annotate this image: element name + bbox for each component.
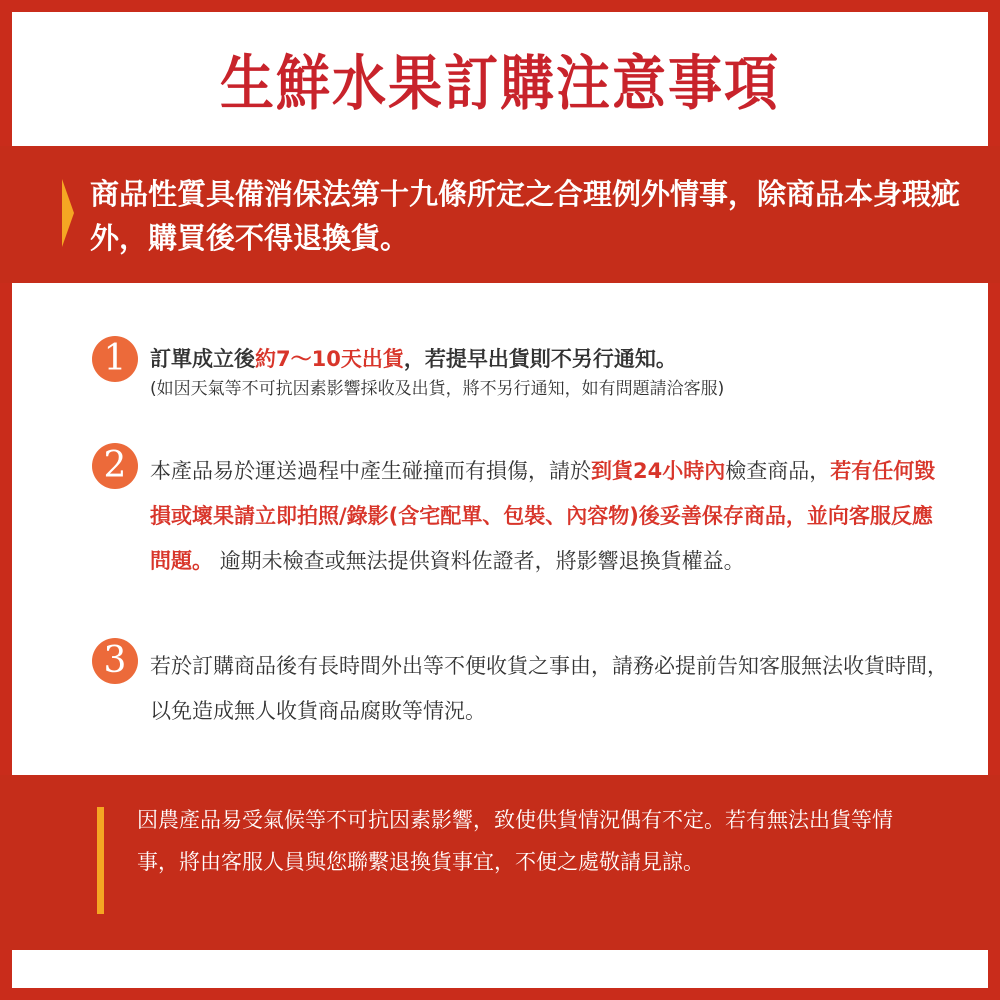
notice-item-2-text: 本產品易於運送過程中產生碰撞而有損傷，請於到貨24小時內檢查商品，若有任何毀損或壞果請立即拍照/錄影(含宅配單、包裝、內容物)後妥善保存商品，並向客服反應問題。 逾期未檢查或無法提供資料佐證者，將影響退換貨權益。: [150, 459, 936, 573]
return-policy-text: 商品性質具備消保法第十九條所定之合理例外情事，除商品本身瑕疵外，購買後不得退換貨。: [90, 177, 961, 255]
bottom-spacer: [12, 950, 988, 988]
triangle-marker-icon: [62, 179, 74, 247]
notice-item-3-text: 若於訂購商品後有長時間外出等不便收貨之事由，請務必提前告知客服無法收貨時間，以免造成無人收貨商品腐敗等情況。: [150, 654, 948, 723]
notice-item-1-note: (如因天氣等不可抗因素影響採收及出貨，將不另行通知，如有問題請洽客服): [150, 379, 725, 399]
number-2-icon: 2: [92, 443, 138, 489]
return-policy-banner: [0, 146, 1000, 283]
damage-report-highlight: 若有任何毀損或壞果請立即拍照/錄影(含宅配單、包裝、內容物)後妥善保存商品，並向客服反應問題。: [150, 459, 936, 573]
page-title: 生鮮水果訂購注意事項: [220, 47, 780, 119]
notice-list: [12, 283, 988, 775]
number-1-icon: 1: [92, 336, 138, 382]
supply-notice-banner: [0, 775, 1000, 950]
number-3-icon: 3: [92, 638, 138, 684]
supply-notice-text: 因農產品易受氣候等不可抗因素影響，致使供貨情況偶有不定。若有無法出貨等情事，將由客服人員與您聯繫退換貨事宜，不便之處敬請見諒。: [137, 808, 893, 874]
title-panel: [12, 12, 988, 146]
shipping-time-highlight: 約7～10天出貨: [255, 347, 404, 371]
accent-bar-icon: [97, 807, 104, 914]
notice-item-1-main: 訂單成立後約7～10天出貨，若提早出貨則不另行通知。: [150, 347, 677, 371]
inspection-window-highlight: 到貨24小時內: [591, 459, 726, 483]
